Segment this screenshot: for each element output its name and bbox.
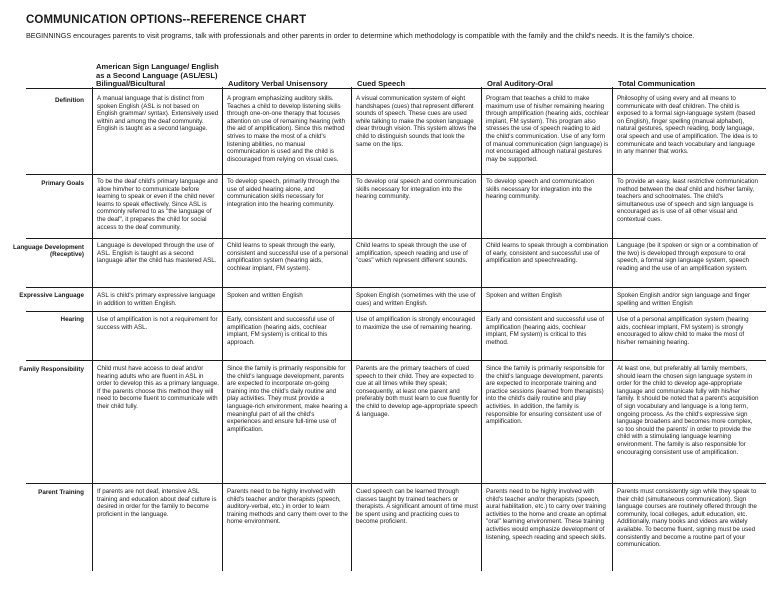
cell-expressive-language-asl: ASL is child's primary expressive language in addition to written English. bbox=[97, 292, 216, 307]
cell-expressive-language-cued-speech: Spoken English (sometimes with the use of cues) and written English. bbox=[356, 292, 476, 307]
column-divider bbox=[612, 87, 613, 571]
column-header-cued-speech: Cued Speech bbox=[357, 79, 406, 89]
column-divider bbox=[481, 87, 482, 571]
row-label-primary-goals: Primary Goals bbox=[41, 180, 84, 187]
cell-hearing-total-communication: Use of a personal amplification system (hearing aids, cochlear implant, FM system) is strongly encouraged to allow child to make the most of his/her remaining hearing. bbox=[617, 316, 749, 346]
cell-hearing-asl: Use of amplification is not a requirement for success with ASL. bbox=[97, 316, 218, 331]
cell-parent-training-oral: Parents need to be highly involved with child's teacher and/or therapists (speech, aural habilitation, etc.) to carry over training activities to the home and create an optimal "oral" learning environment. These training activities would emphasize development of listening, speech reading and speech skills. bbox=[486, 488, 607, 541]
chart-title: COMMUNICATION OPTIONS--REFERENCE CHART bbox=[26, 14, 307, 26]
cell-hearing-cued-speech: Use of amplification is strongly encouraged to maximize the use of remaining hearing. bbox=[356, 316, 476, 331]
row-divider bbox=[26, 287, 766, 288]
cell-primary-goals-cued-speech: To develop oral speech and communication skills necessary for integration into the hearing community. bbox=[356, 178, 477, 201]
cell-language-development-total-communication: Language (be it spoken or sign or a combination of the two) is developed through exposure to oral speech, a formal sign language system, speech reading and the use of an amplification system. bbox=[617, 242, 758, 272]
row-label-family-responsibility: Family Responsibility bbox=[19, 366, 84, 373]
cell-definition-total-communication: Philosophy of using every and all means to communicate with deaf children. The child is exposed to a formal sign-language system (based on English), finger spelling (manual alphabet), natural gestures, speech reading, body language, oral speech and use of amplification. The idea is to communicate and teach vocabulary and language in any manner that works. bbox=[617, 95, 758, 156]
column-divider bbox=[351, 87, 352, 571]
cell-definition-auditory-verbal: A program emphasizing auditory skills. Teaches a child to develop listening skills through one-on-one therapy that focuses attention on use of remaining hearing (with the aid of amplification). Since this method strives to make the most of a child's listening abilities, no manual communication is used and the child is discouraged from relying on visual cues. bbox=[227, 95, 346, 163]
cell-parent-training-asl: If parents are not deaf, intensive ASL training and education about deaf culture is desired in order for the family to become proficient in the language. bbox=[97, 488, 217, 518]
row-label-language-development: Language Development (Receptive) bbox=[12, 244, 84, 259]
row-divider bbox=[26, 88, 766, 89]
cell-parent-training-auditory-verbal: Parents need to be highly involved with child's teacher and/or therapists (speech, auditory-verbal, etc.) in order to learn training methods and carry them over to the home environment. bbox=[227, 488, 348, 526]
cell-family-responsibility-oral: Since the family is primarily responsible for the child's language development, parents are expected to incorporate training and practice sessions (learned from therapists) into the child's daily routine and play activities. In addition, the family is responsible for ensuring consistent use of amplification. bbox=[486, 365, 605, 426]
cell-definition-cued-speech: A visual communication system of eight handshapes (cues) that represent different sounds of speech. These cues are used while talking to make the spoken language clear through vision. This system allows the child to distinguish sounds that look the same on the lips. bbox=[356, 95, 477, 148]
cell-definition-oral: Program that teaches a child to make maximum use of his/her remaining hearing through amplification (hearing aids, cochlear implant, FM system). This program also stresses the use of speech reading to aid the child's communication. Use of any form of manual communication (sign language) is not encouraged although natural gestures may be supported. bbox=[486, 95, 609, 163]
cell-expressive-language-total-communication: Spoken English and/or sign language and finger spelling and written English bbox=[617, 292, 751, 307]
row-label-parent-training: Parent Training bbox=[38, 489, 84, 496]
cell-language-development-asl: Language is developed through the use of ASL. English is taught as a second language after the child has mastered ASL. bbox=[97, 242, 217, 265]
row-label-expressive-language: Expressive Language bbox=[19, 292, 84, 299]
cell-hearing-auditory-verbal: Early, consistent and successful use of amplification (hearing aids, cochlear implant, FM system) is critical to this approach. bbox=[227, 316, 335, 346]
column-header-total-communication: Total Communication bbox=[618, 79, 696, 89]
row-divider bbox=[26, 360, 766, 361]
row-divider bbox=[26, 238, 766, 239]
cell-definition-asl: A manual language that is distinct from spoken English (ASL is not based on English grammar/ syntax). Extensively used within and among the deaf community. English is taught as a second language. bbox=[97, 95, 219, 133]
cell-family-responsibility-total-communication: At least one, but preferably all family members, should learn the chosen sign language system in order for the child to develop age-appropriate language and communicate fully with his/her family. It should be noted that a parent's acquisition of sign vocabulary and language is a long term, ongoing process. As the child's expressive sign language broadens and becomes more complex, so too should the parents' in order to provide the child with a stimulating language learning environment. The family is also responsible for encouraging consistent use of amplification. bbox=[617, 365, 759, 456]
column-header-asl: American Sign Language/ English as a Second Language (ASL/ESL) Bilingual/Bicultural bbox=[96, 62, 219, 89]
cell-family-responsibility-asl: Child must have access to deaf and/or hearing adults who are fluent in ASL in order to develop this as a primary language. If the parents choose this method they will need to become fluent to communicate with their child fully. bbox=[97, 365, 219, 410]
column-divider bbox=[222, 87, 223, 571]
column-header-auditory-verbal: Auditory Verbal Unisensory bbox=[228, 79, 328, 89]
row-label-definition: Definition bbox=[54, 97, 84, 104]
column-divider bbox=[92, 87, 93, 571]
column-header-oral: Oral Auditory-Oral bbox=[487, 79, 553, 89]
cell-family-responsibility-auditory-verbal: Since the family is primarily responsible for the child's language development, parents are expected to incorporate on-going training into the child's daily routine and play activities. They must provide a language-rich environment, make hearing a meaningful part of all the child's experiences and ensure full-time use of amplification. bbox=[227, 365, 348, 433]
intro-text: BEGINNINGS encourages parents to visit programs, talk with professionals and other parents in order to determine which methodology is compatible with the family and the child's needs. It is the family's choice. bbox=[26, 31, 695, 40]
cell-parent-training-cued-speech: Cued speech can be learned through classes taught by trained teachers or therapists. A significant amount of time must be spent using and practicing cues to become proficient. bbox=[356, 488, 478, 526]
cell-primary-goals-auditory-verbal: To develop speech, primarily through the use of aided hearing alone, and communication skills necessary for integration into the hearing community. bbox=[227, 178, 340, 208]
cell-primary-goals-oral: To develop speech and communication skills necessary for integration into the hearing community. bbox=[486, 178, 595, 201]
cell-expressive-language-oral: Spoken and written English bbox=[486, 292, 562, 299]
cell-parent-training-total-communication: Parents must consistently sign while they speak to their child (simultaneous communication). Sign language courses are routinely offered through the community, local colleges, adult education, etc. Additionally, many books and videos are widely available. To become fluent, signing must be used consistently and become a routine part of your communication. bbox=[617, 488, 757, 549]
cell-primary-goals-total-communication: To provide an easy, least restrictive communication method between the deaf child and his/her family, teachers and schoolmates. The child's simultaneous use of speech and sign language is encouraged as is use of all other visual and contextual cues. bbox=[617, 178, 758, 223]
cell-hearing-oral: Early and consistent and successful use of amplification (hearing aids, cochlear implant, FM system) is critical to this method. bbox=[486, 316, 605, 346]
cell-family-responsibility-cued-speech: Parents are the primary teachers of cued speech to their child. They are expected to cue at all times while they speak; consequently, at least one parent and preferably both must learn to cue fluently for the child to develop age-appropriate speech & language. bbox=[356, 365, 478, 418]
cell-expressive-language-auditory-verbal: Spoken and written English bbox=[227, 292, 303, 299]
row-divider bbox=[26, 483, 766, 484]
row-divider bbox=[26, 174, 766, 175]
cell-language-development-oral: Child learns to speak through a combination of early, consistent and successful use of amplification and speechreading. bbox=[486, 242, 608, 265]
cell-language-development-auditory-verbal: Child learns to speak through the early, consistent and successful use of a personal amplification system (hearing aids, cochlear implant, FM system). bbox=[227, 242, 348, 272]
cell-language-development-cued-speech: Child learns to speak through the use of amplification, speech reading and use of "cues" which represent different sounds. bbox=[356, 242, 468, 265]
row-divider bbox=[26, 311, 766, 312]
cell-primary-goals-asl: To be the deaf child's primary language and allow him/her to communicate before learning to speak or even if the child never learns to speak effectively. Since ASL is commonly referred to as "the language of the deaf", it prepares the child for social access to the deaf community. bbox=[97, 178, 218, 231]
row-label-hearing: Hearing bbox=[60, 316, 84, 323]
